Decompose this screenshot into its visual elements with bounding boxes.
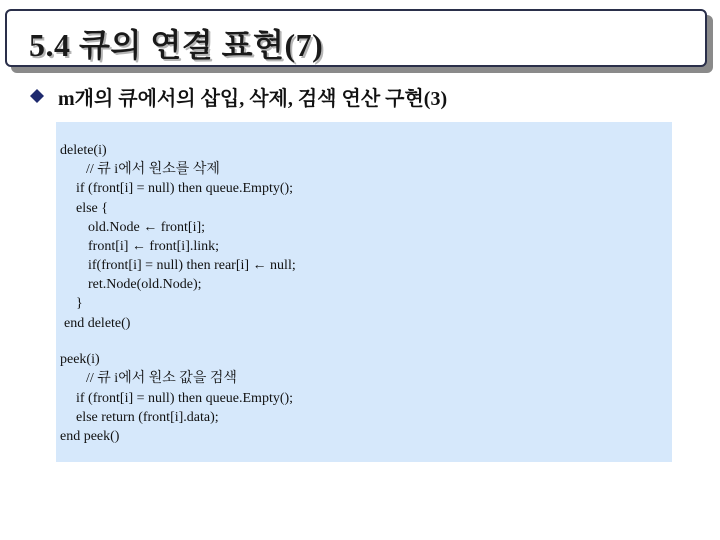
code-line: end peek() — [60, 429, 120, 444]
code-line: ret.Node(old.Node); — [88, 277, 202, 292]
code-line: old.Node ← front[i]; — [88, 220, 206, 235]
code-line: if (front[i] = null) then queue.Empty(); — [76, 181, 294, 196]
code-comment-line: // 큐 i에서 원소 값을 검색 — [86, 371, 237, 386]
code-line: } — [76, 296, 83, 311]
code-line: end delete() — [64, 316, 131, 331]
bullet-item — [30, 82, 447, 110]
code-line: else return (front[i].data); — [76, 410, 219, 425]
code-line: front[i] ← front[i].link; — [88, 239, 220, 254]
code-line: if (front[i] = null) then queue.Empty(); — [76, 391, 294, 406]
code-line: if(front[i] = null) then rear[i] ← null; — [88, 258, 296, 273]
code-line: delete(i) — [60, 143, 107, 158]
code-line: else { — [76, 201, 108, 216]
diamond-bullet-icon — [30, 89, 44, 103]
code-comment-line: // 큐 i에서 원소를 삭제 — [86, 162, 220, 177]
slide-title: 5.4 큐의 연결 표현(7) — [29, 27, 324, 63]
title-bar — [5, 9, 707, 67]
code-block — [56, 122, 672, 462]
code-line: peek(i) — [60, 352, 100, 367]
bullet-text: m개의 큐에서의 삽입, 삭제, 검색 연산 구현(3) — [58, 87, 448, 110]
